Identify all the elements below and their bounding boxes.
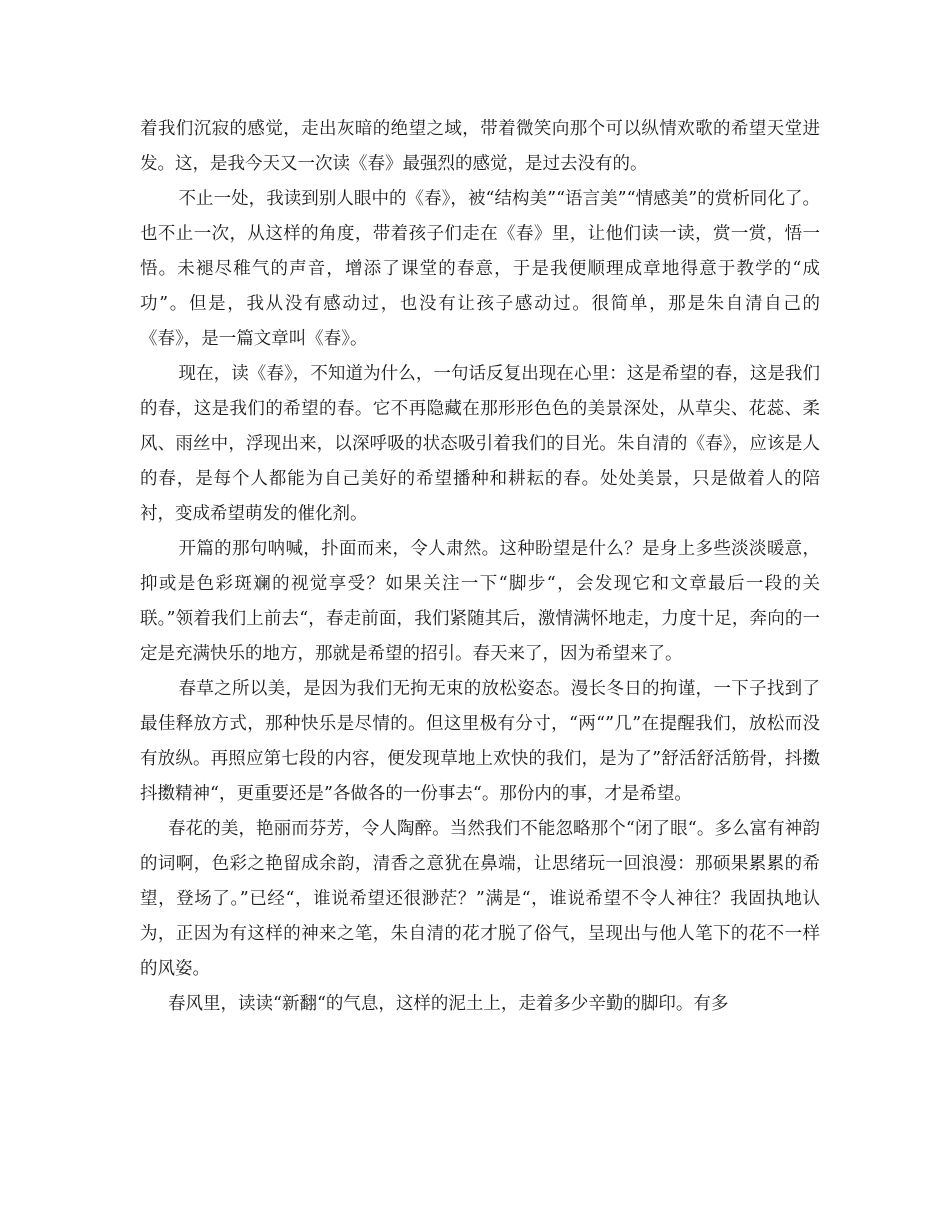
- article-body: [140, 112, 820, 1022]
- paragraph-5: 春草之所以美，是因为我们无拘无束的放松姿态。漫长冬日的拘谨，一下子找到了最佳释放方式，那种快乐是尽情的。但这里极有分寸，“两“”几”在提醒我们，放松而没有放纵。再照应第七段的内容，便发现草地上欢快的我们，是为了”舒活舒活筋骨，抖擞抖擞精神“，更重要还是”各做各的一份事去“。那份内的事，才是希望。: [140, 679, 820, 804]
- paragraph-4: 开篇的那句呐喊，扑面而来，令人肃然。这种盼望是什么？是身上多些淡淡暖意，抑或是色彩斑斓的视觉享受？如果关注一下“脚步“，会发现它和文章最后一段的关联。”领着我们上前去“，春走前面，我们紧随其后，激情满怀地走，力度十足，奔向的一定是充满快乐的地方，那就是希望的招引。春天来了，因为希望来了。: [140, 539, 820, 664]
- paragraph-3: 现在，读《春》，不知道为什么，一句话反复出现在心里：这是希望的春，这是我们的春，这是我们的希望的春。它不再隐藏在那形形色色的美景深处，从草尖、花蕊、柔风、雨丝中，浮现出来，以深呼吸的状态吸引着我们的目光。朱自清的《春》，应该是人的春，是每个人都能为自己美好的希望播种和耕耘的春。处处美景，只是做着人的陪衬，变成希望萌发的催化剂。: [140, 364, 820, 524]
- paragraph-7: 春风里，读读“新翻“的气息，这样的泥土上，走着多少辛勤的脚印。有多: [168, 994, 729, 1014]
- paragraph-2: 不止一处，我读到别人眼中的《春》，被“结构美”“语言美”“情感美”的赏析同化了。也不止一次，从这样的角度，带着孩子们走在《春》里，让他们读一读，赏一赏，悟一悟。未褪尽稚气的声音，增添了课堂的春意，于是我便顺理成章地得意于教学的“成功”。但是，我从没有感动过，也没有让孩子感动过。很简单，那是朱自清自己的《春》，是一篇文章叫《春》。: [140, 189, 820, 349]
- paragraph-1: 着我们沉寂的感觉，走出灰暗的绝望之域，带着微笑向那个可以纵情欢歌的希望天堂进发。这，是我今天又一次读《春》最强烈的感觉，是过去没有的。: [140, 119, 820, 174]
- paragraph-6: 春花的美，艳丽而芬芳，令人陶醉。当然我们不能忽略那个“闭了眼“。多么富有神韵的词啊，色彩之艳留成余韵，清香之意犹在鼻端，让思绪玩一回浪漫：那硕果累累的希望，登场了。”已经“，谁说希望还很渺茫？”满是“，谁说希望不令人神往？我固执地认为，正因为有这样的神来之笔，朱自清的花才脱了俗气，呈现出与他人笔下的花不一样的风姿。: [140, 819, 820, 979]
